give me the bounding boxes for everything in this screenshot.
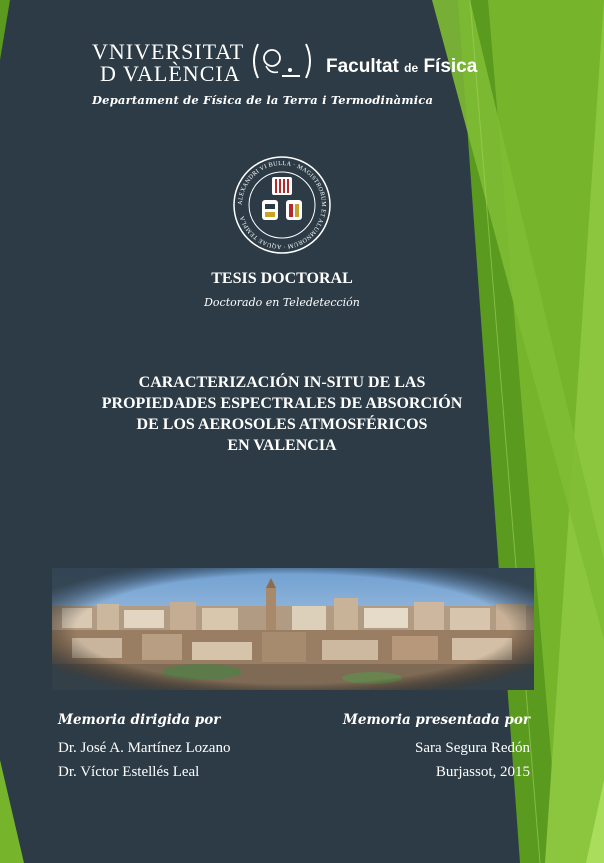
faculty-prefix: Facultat — [326, 56, 399, 77]
doctoral-program: Doctorado en Teledetección — [204, 296, 360, 309]
faculty-de: de — [404, 61, 419, 75]
title-line: CARACTERIZACIÓN IN-SITU DE LAS — [138, 374, 426, 391]
place-year: Burjassot, 2015 — [435, 764, 530, 780]
seal-text: ALEXANDRI VI BULLA · MAGISTRORUM ET ALUMNORUM · AQUAE TEMPLA — [236, 159, 328, 251]
title-line: DE LOS AEROSOLES ATMOSFÉRICOS — [136, 416, 428, 433]
supervisors-heading: Memoria dirigida por — [58, 712, 221, 728]
department-name: Departament de Física de la Terra i Termodinàmica — [92, 93, 434, 107]
faculty-name — [326, 56, 477, 78]
faculty-physics: Física — [423, 56, 478, 77]
university-name-line1: VNIVERSITAT — [92, 39, 245, 64]
valencia-panorama-photo — [52, 568, 534, 690]
supervisor-name: Dr. José A. Martínez Lozano — [58, 740, 231, 756]
university-emblem-icon — [248, 40, 318, 82]
title-line: EN VALENCIA — [227, 437, 337, 454]
thesis-type: TESIS DOCTORAL — [211, 270, 353, 287]
author-name: Sara Segura Redón — [415, 740, 530, 756]
university-name-line2: D VALÈNCIA — [100, 61, 241, 86]
university-seal-icon — [232, 155, 332, 255]
svg-text:ALEXANDRI VI BULLA · MAGISTROR — [237, 160, 327, 250]
thesis-title — [0, 372, 564, 456]
title-line: PROPIEDADES ESPECTRALES DE ABSORCIÓN — [101, 395, 463, 412]
supervisor-name: Dr. Víctor Estellés Leal — [58, 764, 200, 780]
author-heading: Memoria presentada por — [342, 712, 530, 728]
